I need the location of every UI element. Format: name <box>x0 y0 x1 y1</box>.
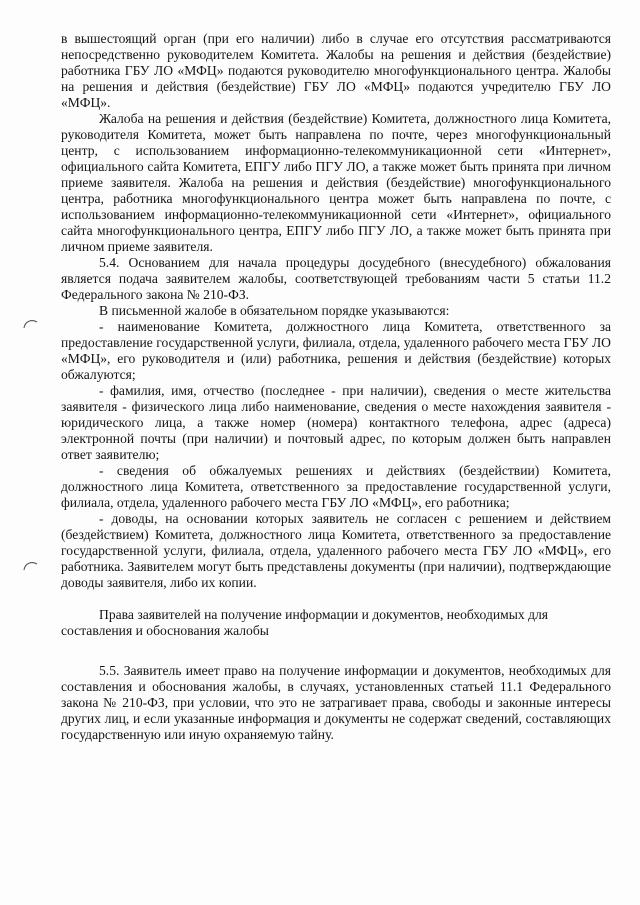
paragraph: В письменной жалобе в обязательном порядке указываются: <box>99 303 450 318</box>
section-heading: Права заявителей на получение информации и документов, необходимых для составления и обоснования жалобы <box>61 607 549 638</box>
paragraph: - наименование Комитета, должностного лица Комитета, ответственного за предоставление государственной услуги, филиала, отдела, удаленного рабочего места ГБУ ЛО «МФЦ», его руководителя и (или) работника, решения и действия (бездействие) которых обжалуются; <box>61 319 611 382</box>
paragraph: в вышестоящий орган (при его наличии) либо в случае его отсутствия рассматриваются непосредственно руководителем Комитета. Жалобы на решения и действия (бездействие) работника ГБУ ЛО «МФЦ» подаются руководителю многофункционального центра. Жалобы на решения и действия (бездействие) ГБУ ЛО «МФЦ» подаются учредителю ГБУ ЛО «МФЦ». <box>61 31 611 110</box>
paragraph: - сведения об обжалуемых решениях и действиях (бездействии) Комитета, должностного лица Комитета, ответственного за предоставление государственной услуги, филиала, отдела, удаленного рабочего места ГБУ ЛО «МФЦ», его работника; <box>61 463 611 510</box>
paragraph: - доводы, на основании которых заявитель не согласен с решением и действием (бездействием) Комитета, должностного лица Комитета, ответственного за предоставление государственной услуги, филиала, отдела, удаленного рабочего места ГБУ ЛО «МФЦ», его работника. Заявителем могут быть представлены документы (при наличии), подтверждающие доводы заявителя, либо их копии. <box>61 511 611 590</box>
document-body <box>61 31 611 743</box>
paragraph: Жалоба на решения и действия (бездействие) Комитета, должностного лица Комитета, руководителя Комитета, может быть направлена по почте, через многофункциональный центр, с использованием информационно-телекоммуникационной сети «Интернет», официального сайта Комитета, ЕПГУ либо ПГУ ЛО, а также может быть принята при личном приеме заявителя. Жалоба на решения и действия (бездействие) многофункционального центра, работника многофункционального центра может быть направлена по почте, с использованием информационно-телекоммуникационной сети «Интернет», официального сайта многофункционального центра, ЕПГУ либо ПГУ ЛО, а также может быть принята при личном приеме заявителя. <box>61 111 611 254</box>
paragraph: - фамилия, имя, отчество (последнее - при наличии), сведения о месте жительства заявителя - физического лица либо наименование, сведения о месте нахождения заявителя - юридического лица, а также номер (номера) контактного телефона, адрес (адреса) электронной почты (при наличии) и почтовый адрес, по которым должен быть направлен ответ заявителю; <box>61 383 611 462</box>
paragraph: 5.5. Заявитель имеет право на получение информации и документов, необходимых для составления и обоснования жалобы, в случаях, установленных статьей 11.1 Федерального закона № 210-ФЗ, при условии, что это не затрагивает права, свободы и законные интересы других лиц, и если указанные информация и документы не содержат сведений, составляющих государственную или иную охраняемую тайну. <box>61 663 611 742</box>
paragraph: 5.4. Основанием для начала процедуры досудебного (внесудебного) обжалования является подача заявителем жалобы, соответствующей требованиям части 5 статьи 11.2 Федерального закона № 210-ФЗ. <box>61 255 611 302</box>
margin-mark <box>22 318 40 330</box>
margin-mark <box>22 560 40 572</box>
